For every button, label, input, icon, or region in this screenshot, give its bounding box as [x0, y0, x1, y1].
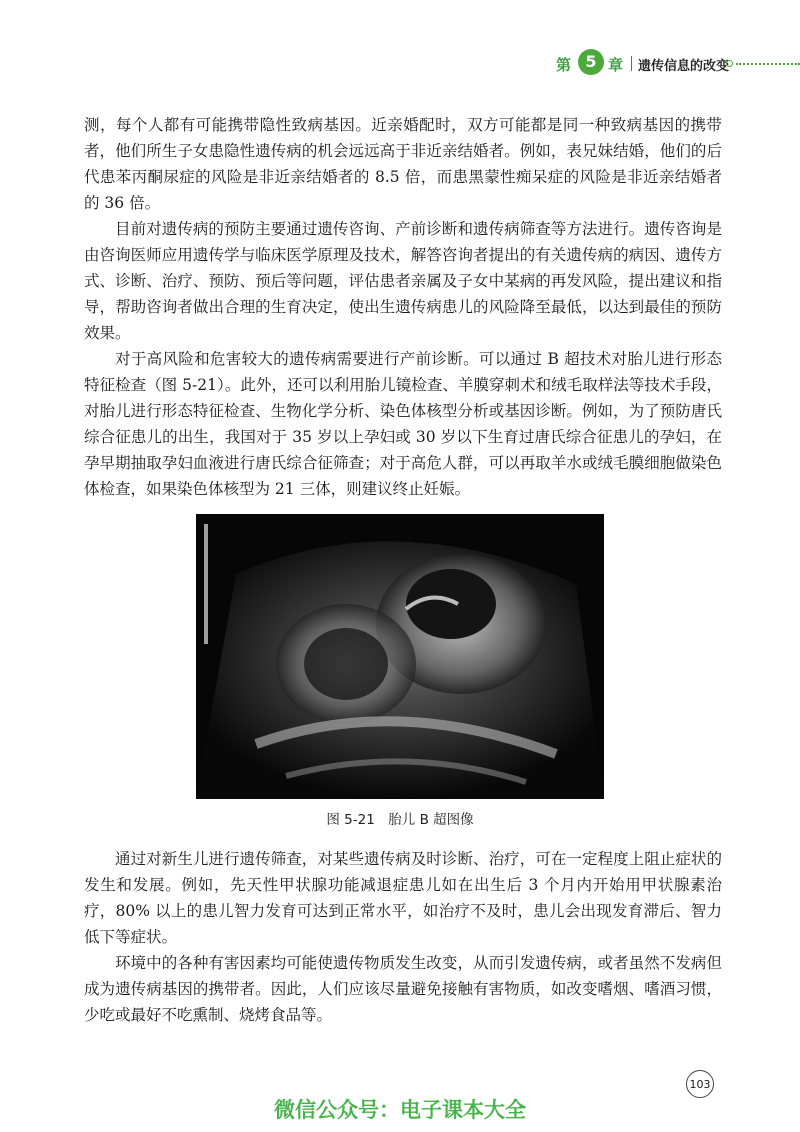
chapter-suffix: 章	[608, 56, 624, 74]
chapter-header	[540, 48, 800, 78]
footer-watermark: 微信公众号：电子课本大全	[274, 1098, 526, 1122]
body-text-top	[84, 112, 722, 502]
header-dot-icon	[726, 60, 733, 67]
page-number: 103	[686, 1070, 714, 1098]
chapter-number-badge: 5	[578, 49, 604, 75]
body-text-bottom	[84, 846, 722, 1028]
paragraph: 目前对遗传病的预防主要通过遗传咨询、产前诊断和遗传病筛查等方法进行。遗传咨询是由咨询医师应用遗传学与临床医学原理及技术，解答咨询者提出的有关遗传病的病因、遗传方式、诊断、治疗、预防、预后等问题，评估患者亲属及子女中某病的再发风险，提出建议和指导，帮助咨询者做出合理的生育决定，使出生遗传病患儿的风险降至最低，以达到最佳的预防效果。	[84, 220, 722, 342]
paragraph: 通过对新生儿进行遗传筛查，对某些遗传病及时诊断、治疗，可在一定程度上阻止症状的发生和发展。例如，先天性甲状腺功能减退症患儿如在出生后 3 个月内开始用甲状腺素治疗，80% 以上的患儿智力发育可达到正常水平，如治疗不及时，患儿会出现发育滞后、智力低下等症状。	[84, 850, 722, 946]
chapter-prefix: 第	[556, 56, 572, 74]
paragraph: 对于高风险和危害较大的遗传病需要进行产前诊断。可以通过 B 超技术对胎儿进行形态特征检查（图 5-21）。此外，还可以利用胎儿镜检查、羊膜穿刺术和绒毛取样法等技术手段，对胎儿进行形态特征检查、生物化学分析、染色体核型分析或基因诊断。例如，为了预防唐氏综合征患儿的出生，我国对于 35 岁以上孕妇或 30 岁以下生育过唐氏综合征患儿的孕妇，在孕早期抽取孕妇血液进行唐氏综合征筛查；对于高危人群，可以再取羊水或绒毛膜细胞做染色体检查，如果染色体核型为 21 三体，则建议终止妊娠。	[84, 350, 722, 498]
ultrasound-image	[196, 514, 604, 799]
header-dotted-line	[736, 63, 800, 65]
ultrasound-illustration	[196, 514, 604, 799]
header-divider	[631, 56, 632, 71]
figure-caption: 图 5-21 胎儿 B 超图像	[326, 812, 474, 828]
chapter-title: 遗传信息的改变	[638, 59, 730, 74]
paragraph: 环境中的各种有害因素均可能使遗传物质发生改变，从而引发遗传病，或者虽然不发病但成为遗传病基因的携带者。因此，人们应该尽量避免接触有害物质，如改变嗜烟、嗜酒习惯，少吃或最好不吃熏制、烧烤食品等。	[84, 954, 722, 1024]
paragraph: 测，每个人都有可能携带隐性致病基因。近亲婚配时，双方可能都是同一种致病基因的携带者，他们所生子女患隐性遗传病的机会远远高于非近亲结婚者。例如，表兄妹结婚，他们的后代患苯丙酮尿症的风险是非近亲结婚者的 8.5 倍，而患黑蒙性痴呆症的风险是非近亲结婚者的 36 倍。	[84, 116, 722, 212]
